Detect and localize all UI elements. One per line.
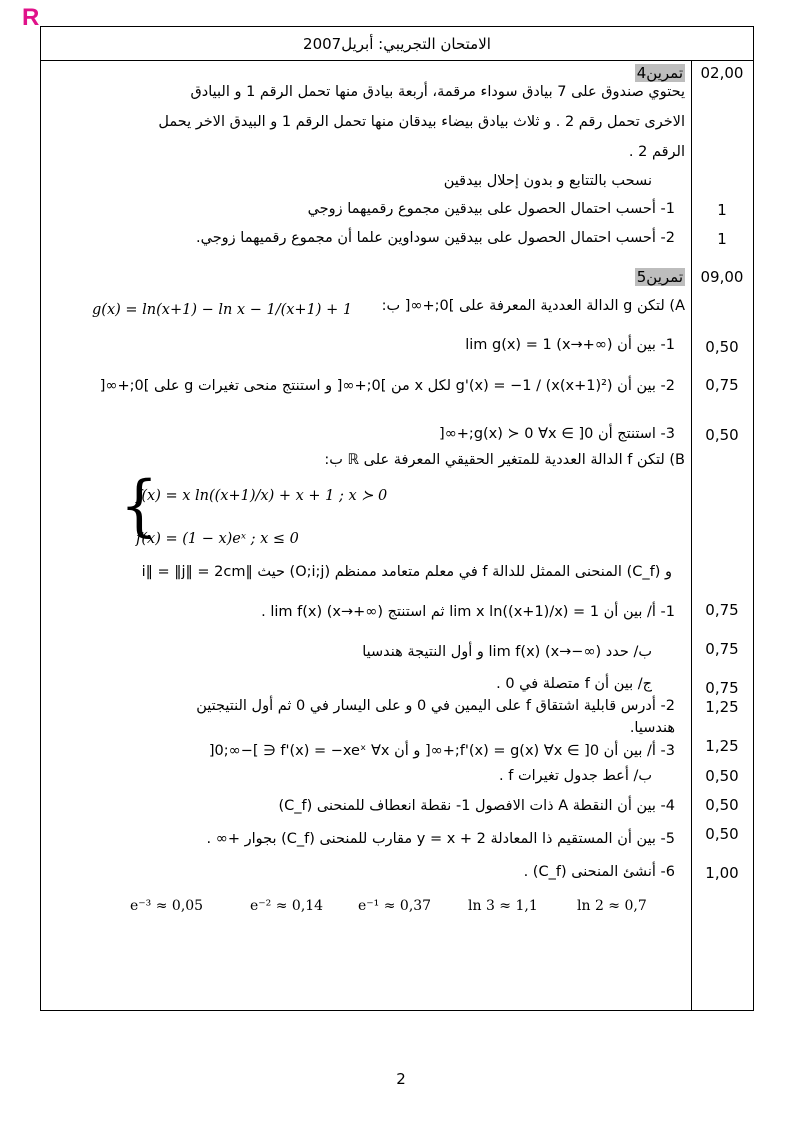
ex4-line-4: نسحب بالتتابع و بدون إحلال بيدقين [443, 173, 652, 189]
ex4-question-1: 1- أحسب احتمال الحصول على بيدقين مجموع رقميهما زوجي [307, 201, 675, 217]
a3-score: 0,50 [705, 426, 739, 444]
exercise4-title: تمرين4 [636, 64, 683, 82]
ex4-line-3: الرقم 2 . [628, 144, 685, 160]
page-number: 2 [396, 1070, 406, 1088]
a2-score: 0,75 [705, 376, 739, 394]
b4-score: 0,50 [705, 796, 739, 814]
ex4-line-1: يحتوي صندوق على 7 بيادق سوداء مرقمة، أربعة بيادق منها تحمل الرقم 1 و البيادق [190, 84, 685, 100]
b1a-text: 1- أ/ بين أن lim x ln((x+1)/x) = 1 ثم استنتج lim f(x) (x→+∞) . [261, 604, 675, 620]
b1b-text: ب/ حدد lim f(x) (x→−∞) و أول النتيجة هندسيا [362, 644, 652, 660]
value-e-minus-1: e⁻¹ ≈ 0,37 [358, 898, 432, 914]
g-formula: g(x) = ln(x+1) − ln x − 1/(x+1) + 1 [92, 302, 353, 318]
b2-text: 2- أدرس قابلية اشتقاق f على اليمين في 0 و على اليسار في 0 ثم أول النتيجتين [196, 698, 675, 714]
a3-text: 3- استنتج أن g(x) ≻ 0 ∀x ∈ ]0;+∞[ [439, 426, 675, 442]
part-a-intro: A) لتكن g الدالة العددية المعرفة على ]0;+∞[ ب: [381, 298, 685, 314]
exercise4-score: 02,00 [700, 64, 744, 82]
curve-definition: و (C_f) المنحنى الممثل للدالة f في معلم متعامد ممنظم (O;i;j) حيث ‖i‖ = ‖j‖ = 2cm [141, 564, 672, 580]
exercise5-score: 09,00 [700, 268, 744, 286]
b1c-score: 0,75 [705, 679, 739, 697]
b3a-text: 3- أ/ بين أن f'(x) = g(x) ∀x ∈ ]0;+∞[ و أن f'(x) = −xeˣ ∀x ∈ ]−∞;0[ [208, 743, 675, 759]
header-box [40, 26, 754, 61]
piecewise-brace: { [120, 467, 159, 545]
b3b-score: 0,50 [705, 767, 739, 785]
b5-score: 0,50 [705, 825, 739, 843]
ex4-question-1-score: 1 [717, 201, 727, 219]
b6-text: 6- أنشئ المنحنى (C_f) . [523, 864, 675, 880]
value-e-minus-3: e⁻³ ≈ 0,05 [130, 898, 204, 914]
b1b-score: 0,75 [705, 640, 739, 658]
b4-text: 4- بين أن النقطة A ذات الافصول 1- نقطة انعطاف للمنحنى (C_f) [278, 798, 675, 814]
a2-text: 2- بين أن g'(x) = −1 / (x(x+1)²) لكل x من ]0;+∞[ و استنتج منحى تغيرات g على ]0;+∞[ [99, 378, 675, 394]
logo-r: R [22, 4, 40, 31]
f-case-1: f(x) = x ln((x+1)/x) + x + 1 ; x ≻ 0 [136, 488, 388, 504]
b1a-score: 0,75 [705, 601, 739, 619]
exercise5-title: تمرين5 [636, 268, 683, 286]
ex4-line-2: الاخرى تحمل رقم 2 . و ثلاث بيادق بيضاء بيدقان منها تحمل الرقم 1 و البيدق الاخر يحمل [158, 114, 685, 130]
f-case-2: f(x) = (1 − x)eˣ ; x ≤ 0 [136, 531, 299, 547]
value-ln-2: ln 2 ≈ 0,7 [577, 898, 647, 914]
b3b-text: ب/ أعط جدول تغيرات f . [499, 768, 652, 784]
value-ln-3: ln 3 ≈ 1,1 [468, 898, 538, 914]
value-e-minus-2: e⁻² ≈ 0,14 [250, 898, 324, 914]
b3a-score: 1,25 [705, 737, 739, 755]
b6-score: 1,00 [705, 864, 739, 882]
ex4-question-2-score: 1 [717, 230, 727, 248]
a1-score: 0,50 [705, 338, 739, 356]
b1c-text: ج/ بين أن f متصلة في 0 . [496, 676, 652, 692]
ex4-question-2: 2- أحسب احتمال الحصول على بيدقين سوداوين علما أن مجموع رقميهما زوجي. [196, 230, 675, 246]
part-b-intro: B) لتكن f الدالة العددية للمتغير الحقيقي المعرفة على ℝ ب: [324, 452, 685, 468]
b2-text-cont: هندسيا. [629, 720, 675, 736]
page-title: الامتحان التجريبي: أبريل2007 [303, 35, 491, 53]
b2-score: 1,25 [705, 698, 739, 716]
a1-text: 1- بين أن lim g(x) = 1 (x→+∞) [465, 337, 675, 353]
b5-text: 5- بين أن المستقيم ذا المعادلة y = x + 2 مقارب للمنحنى (C_f) بجوار +∞ . [206, 831, 675, 847]
